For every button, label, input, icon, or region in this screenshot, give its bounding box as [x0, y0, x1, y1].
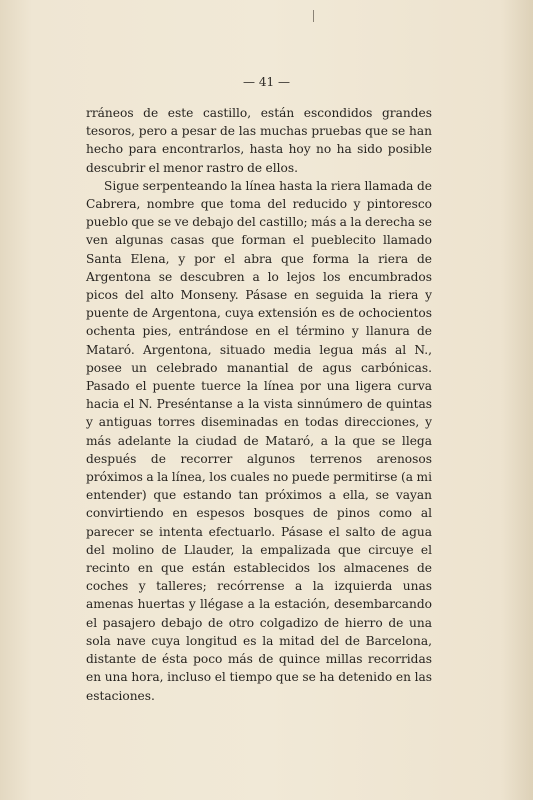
page-edge-mark — [313, 10, 314, 22]
page-number: — 41 — — [243, 75, 290, 89]
body-text — [86, 104, 432, 705]
paragraph: rráneos de este castillo, están escondidos grandes tesoros, pero a pesar de las muchas pruebas que se han hecho para encontrarlos, hasta hoy no ha sido posible descubrir el menor rastro de ellos. — [86, 106, 432, 175]
paragraph: Sigue serpenteando la línea hasta la riera llamada de Cabrera, nombre que toma del reducido y pintoresco pueblo que se ve debajo del castillo; más a la derecha se ven algunas casas que forman el pueblecito llamado Santa Elena, y por el abra que forma la riera de Argentona se descubren a lo lejos los encumbrados picos del alto Monseny. Pásase en seguida la riera y puente de Argentona, cuya extensión es de ochocientos ochenta pies, entrándose en el término y llanura de Mataró. Argentona, situado media legua más al N., posee un celebrado manantial de agus carbónicas. Pasado el puente tuerce la línea por una ligera curva hacia el N. Preséntanse a la vista sinnúmero de quintas y antiguas torres diseminadas en todas direcciones, y más adelante la ciudad de Mataró, a la que se llega después de recorrer algunos terrenos arenosos próximos a la línea, los cuales no puede permitirse (a mi entender) que estando tan próximos a ella, se vayan convirtiendo en espesos bosques de pinos como al parecer se intenta efectuarlo. Pásase el salto de agua del molino de Llauder, la empalizada que circuye el recinto en que están establecidos los almacenes de coches y talleres; recórrense a la izquierda unas amenas huertas y llégase a la estación, desembarcando el pasajero debajo de otro colgadizo de hierro de una sola nave cuya longitud es la mitad del de Barcelona, distante de ésta poco más de quince millas recorridas en una hora, incluso el tiempo que se ha detenido en las estaciones. — [86, 178, 432, 703]
